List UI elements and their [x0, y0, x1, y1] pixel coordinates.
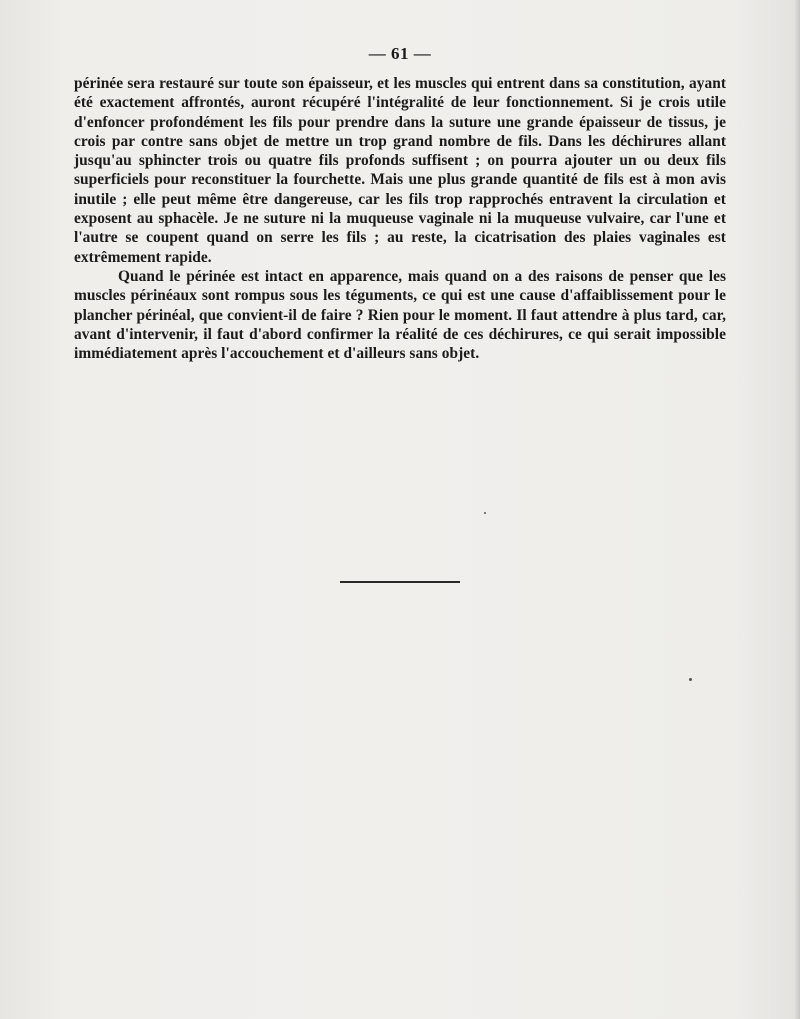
paper-speck — [484, 512, 486, 514]
paragraph-intact-perineum: Quand le périnée est intact en apparence, mais quand on a des raisons de penser que les muscles périnéaux sont rompus sous les téguments, ce qui est une cause d'affaiblissement pour le plancher périnéal, que convient-il de faire ? Rien pour le moment. Il faut attendre à plus tard, car, avant d'intervenir, il faut d'abord confirmer la réalité de ces déchirures, ce qui serait impossible immédiatement après l'accouchement et d'ailleurs sans objet. — [74, 267, 726, 363]
paragraph-continuation: périnée sera restauré sur toute son épaisseur, et les muscles qui entrent dans sa constitution, ayant été exactement affrontés, auront récupéré l'intégralité de leur fonctionnement. Si je crois utile d'enfoncer profondément les fils pour prendre dans la suture une grande épaisseur de tissus, je crois par contre sans objet de mettre un trop grand nombre de fils. Dans les déchirures allant jusqu'au sphincter trois ou quatre fils profonds suffisent ; on pourra ajouter un ou deux fils superficiels pour reconstituer la fourchette. Mais une plus grande quantité de fils est à mon avis inutile ; elle peut même être dangereuse, car les fils trop rapprochés entravent la circulation et exposent au sphacèle. Je ne suture ni la muqueuse vaginale ni la muqueuse vulvaire, car l'une et l'autre se coupent quand on serre les fils ; au reste, la cicatrisation des plaies vaginales est extrêmement rapide. — [74, 75, 726, 266]
paper-speck — [689, 678, 692, 681]
page-edge-shadow — [794, 0, 800, 1019]
body-text — [74, 74, 726, 363]
page-number: — 61 — — [368, 44, 432, 63]
section-end-rule — [340, 581, 460, 583]
